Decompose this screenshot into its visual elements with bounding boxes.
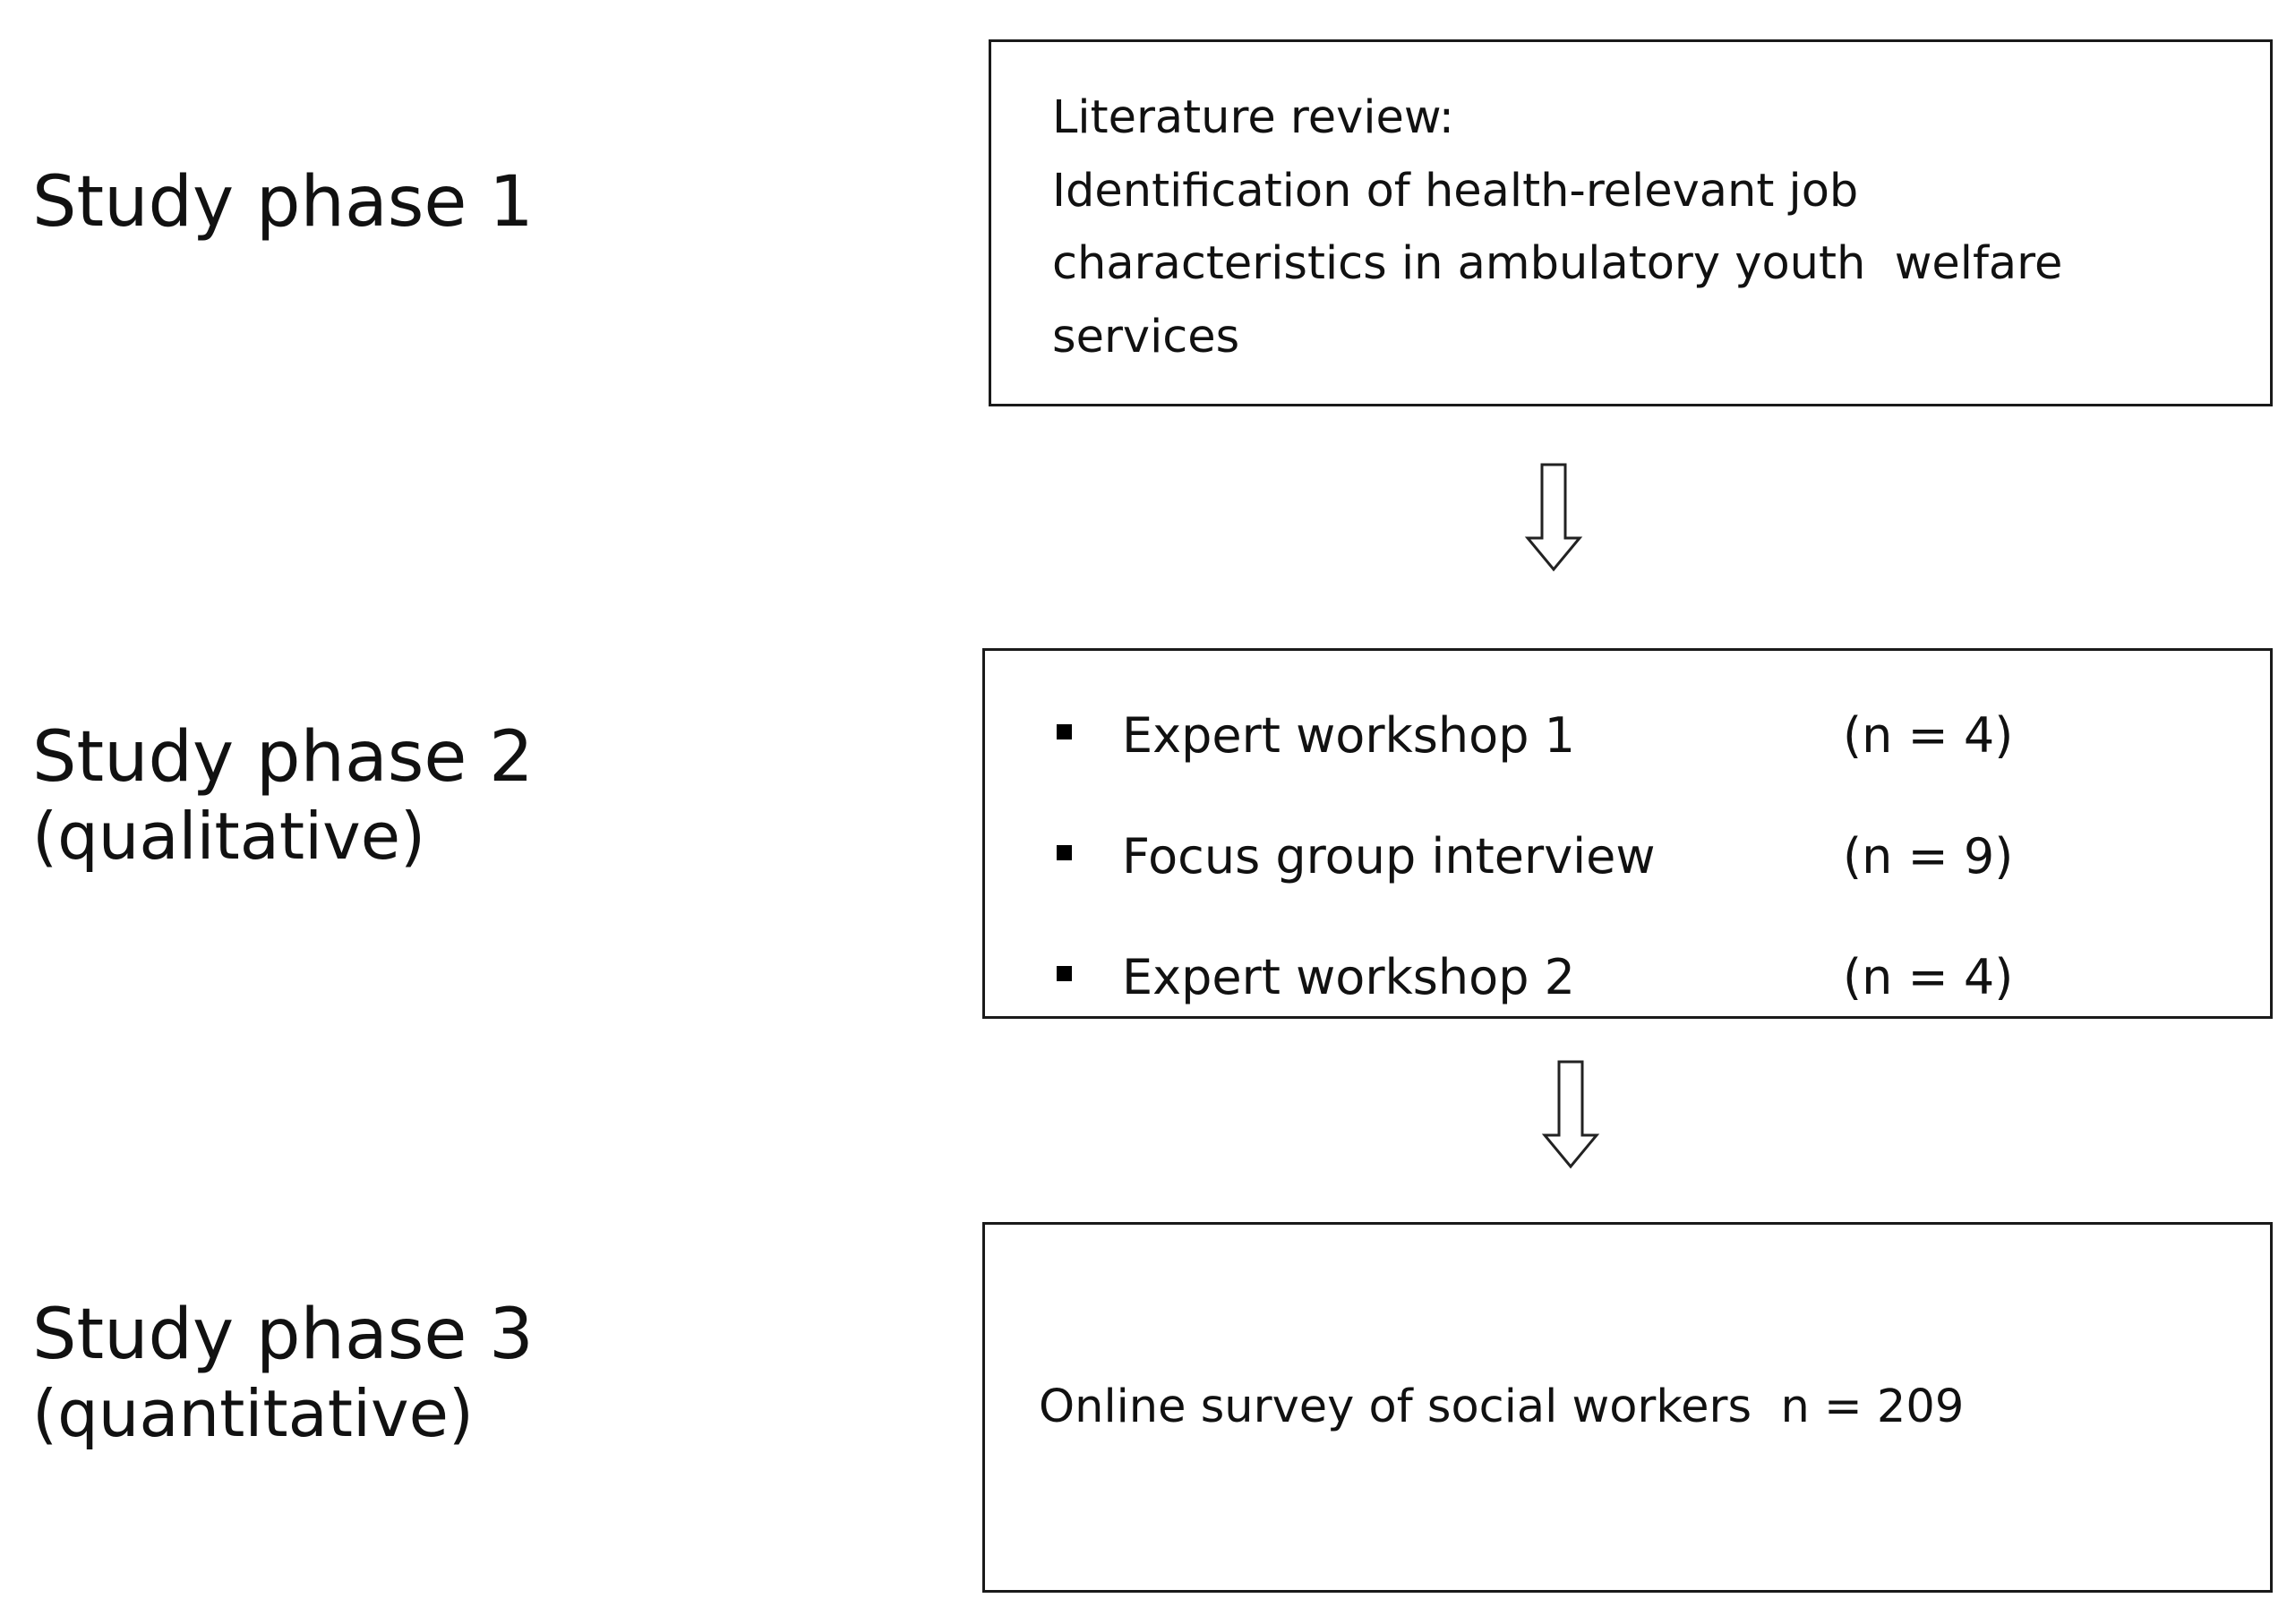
phase-2-subtitle: (qualitative): [32, 798, 426, 874]
hollow-down-arrow-icon: [1522, 462, 1585, 574]
method-count: (n = 4): [1843, 949, 2014, 1005]
literature-review-box: [989, 39, 2273, 406]
qualitative-methods-list: [1057, 675, 2270, 1038]
square-bullet-icon: [1057, 966, 1072, 981]
phase-1-label: [32, 161, 534, 245]
method-count: (n = 9): [1843, 828, 2014, 885]
square-bullet-icon: [1057, 845, 1072, 860]
literature-review-line-2: Identification of health-relevant job: [1052, 164, 1859, 218]
online-survey-text: Online survey of social workers n = 209: [1039, 1380, 1965, 1434]
method-label: Expert workshop 1: [1122, 707, 1575, 764]
phase-3-label: [32, 1294, 534, 1449]
list-item: [1057, 796, 2270, 917]
literature-review-line-1: Literature review:: [1052, 91, 1454, 144]
method-label: Focus group interview: [1122, 828, 1656, 885]
method-label: Expert workshop 2: [1122, 949, 1575, 1005]
method-count: (n = 4): [1843, 707, 2014, 764]
phase-2-label: [32, 716, 534, 872]
list-item: [1057, 917, 2270, 1038]
phase-3-title: Study phase 3: [32, 1295, 534, 1375]
literature-review-line-4: services: [1052, 310, 1240, 363]
phase-2-title: Study phase 2: [32, 717, 534, 798]
square-bullet-icon: [1057, 724, 1072, 739]
online-survey-box: [982, 1222, 2273, 1593]
literature-review-line-3: characteristics in ambulatory youth welfare: [1052, 237, 2063, 291]
phase-3-subtitle: (quantitative): [32, 1375, 474, 1451]
phase-1-title: Study phase 1: [32, 162, 534, 243]
list-item: [1057, 675, 2270, 796]
qualitative-methods-box: [982, 648, 2273, 1019]
hollow-down-arrow-icon: [1539, 1059, 1602, 1171]
